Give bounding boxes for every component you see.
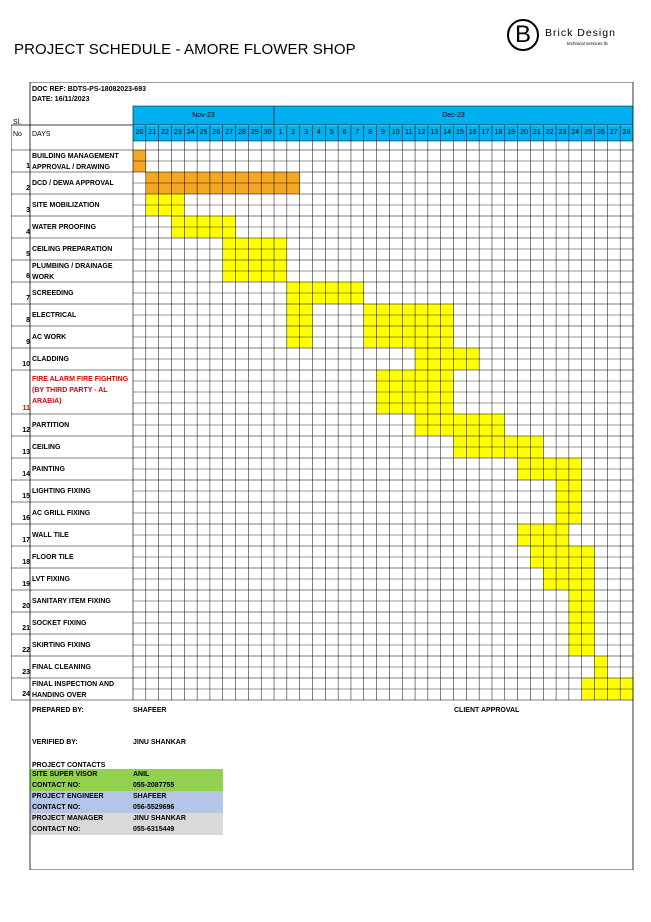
- task-number: 19: [22, 581, 30, 588]
- task-name: PAINTING: [32, 466, 65, 473]
- day-label: 22: [545, 129, 554, 136]
- contact-phone: 056-5529696: [133, 804, 175, 811]
- logo-letter: B: [514, 21, 531, 48]
- task-name: CLADDING: [32, 356, 69, 363]
- task-number: 17: [22, 537, 30, 544]
- contact-name: SHAFEER: [133, 793, 167, 800]
- task-number: 20: [22, 603, 30, 610]
- day-label: 18: [494, 129, 503, 136]
- task-name: WALL TILE: [32, 532, 69, 539]
- day-label: 22: [161, 129, 169, 136]
- day-label: 16: [468, 129, 477, 136]
- logo-name: Brick Design: [545, 27, 616, 39]
- task-number: 6: [26, 273, 30, 280]
- task-number: 18: [22, 559, 30, 566]
- contact-name: JINU SHANKAR: [133, 815, 186, 822]
- schedule-sheet: [11, 82, 634, 870]
- contacts-title: PROJECT CONTACTS: [32, 762, 106, 769]
- task-name: FINAL CLEANING: [32, 664, 91, 671]
- task-name: LIGHTING FIXING: [32, 488, 91, 495]
- day-label: 21: [532, 129, 541, 136]
- task-number: 13: [22, 449, 30, 456]
- task-number: 15: [22, 493, 30, 500]
- day-label: 28: [622, 129, 631, 136]
- day-label: 24: [571, 129, 580, 136]
- task-number: 12: [22, 427, 30, 434]
- month-label: Nov-23: [192, 112, 215, 119]
- task-name: PARTITION: [32, 422, 70, 429]
- contact-name: ANIL: [133, 771, 150, 778]
- task-number: 1: [26, 163, 30, 170]
- day-label: 21: [148, 129, 157, 136]
- day-label: 10: [391, 129, 400, 136]
- task-number: 3: [26, 207, 30, 214]
- task-name: (BY THIRD PARTY - AL: [32, 387, 108, 394]
- task-name: PLUMBING / DRAINAGE: [32, 263, 113, 270]
- contact-no-label: CONTACT NO:: [32, 826, 81, 833]
- day-label: 2: [291, 129, 296, 136]
- contact-no-label: CONTACT NO:: [32, 804, 81, 811]
- task-number: 24: [22, 691, 30, 698]
- task-name: HANDING OVER: [32, 692, 87, 699]
- task-name: CEILING: [32, 444, 61, 451]
- day-label: 24: [186, 129, 195, 136]
- task-name: SCREEDING: [32, 290, 74, 297]
- day-label: 23: [173, 129, 182, 136]
- task-name: FLOOR TILE: [32, 554, 74, 561]
- task-name: APPROVAL / DRAWING: [32, 164, 110, 171]
- logo-subtitle: technical services llc: [567, 41, 609, 46]
- task-name: SITE MOBILIZATION: [32, 202, 100, 209]
- task-number: 23: [22, 669, 30, 676]
- contact-role: SITE SUPER VISOR: [32, 771, 98, 778]
- day-label: 25: [199, 129, 208, 136]
- page-title: PROJECT SCHEDULE - AMORE FLOWER SHOP: [14, 41, 356, 58]
- schedule-grid: [11, 82, 634, 870]
- days-header: DAYS: [32, 131, 51, 138]
- task-name: DCD / DEWA APPROVAL: [32, 180, 114, 187]
- no-header: No: [13, 131, 22, 138]
- day-label: 30: [263, 129, 272, 136]
- day-label: 23: [558, 129, 567, 136]
- contact-role: PROJECT MANAGER: [32, 815, 104, 822]
- doc-date: DATE: 16/11/2023: [32, 96, 90, 103]
- day-label: 15: [456, 129, 464, 136]
- task-name: CEILING PREPARATION: [32, 246, 113, 253]
- day-label: 29: [250, 129, 259, 136]
- contact-role: PROJECT ENGINEER: [32, 793, 104, 800]
- prepared-by-label: PREPARED BY:: [32, 707, 84, 714]
- day-label: 3: [304, 129, 309, 136]
- day-label: 12: [417, 129, 426, 136]
- day-label: 19: [507, 129, 516, 136]
- day-label: 27: [225, 129, 234, 136]
- day-label: 25: [584, 129, 592, 136]
- day-label: 11: [404, 129, 413, 136]
- task-name: SANITARY ITEM FIXING: [32, 598, 111, 605]
- day-label: 1: [278, 129, 283, 136]
- day-label: 13: [430, 129, 439, 136]
- day-label: 8: [368, 129, 373, 136]
- task-name: FIRE ALARM FIRE FIGHTING: [32, 376, 129, 383]
- day-label: 7: [355, 129, 360, 136]
- day-label: 20: [520, 129, 528, 136]
- task-number: 9: [26, 339, 30, 346]
- task-number: 7: [26, 295, 30, 302]
- verified-by-name: JINU SHANKAR: [133, 739, 186, 746]
- company-logo: [507, 19, 639, 59]
- task-name: WORK: [32, 274, 55, 281]
- task-number: 22: [22, 647, 30, 654]
- day-label: 26: [597, 129, 605, 136]
- task-name: ELECTRICAL: [32, 312, 77, 319]
- task-number: 10: [22, 361, 30, 368]
- contact-phone: 055-6315449: [133, 826, 175, 833]
- month-label: Dec-23: [442, 112, 465, 119]
- task-number: 8: [26, 317, 30, 324]
- verified-by-label: VERIFIED BY:: [32, 739, 78, 746]
- task-name: FINAL INSPECTION AND: [32, 681, 115, 688]
- day-label: 17: [481, 129, 490, 136]
- task-number: 11: [22, 405, 30, 412]
- task-name: LVT FIXING: [32, 576, 70, 583]
- day-label: 14: [443, 129, 451, 136]
- task-number: 16: [22, 515, 30, 522]
- day-label: 27: [609, 129, 618, 136]
- task-name: BUILDING MANAGEMENT: [32, 153, 119, 160]
- day-label: 4: [316, 129, 321, 136]
- contact-phone: 055-2087755: [133, 782, 175, 789]
- task-name: ARABIA): [32, 398, 62, 405]
- task-name: AC WORK: [32, 334, 67, 341]
- day-label: 28: [238, 129, 246, 136]
- prepared-by-name: SHAFEER: [133, 707, 167, 714]
- day-label: 6: [342, 129, 347, 136]
- task-name: AC GRILL FIXING: [32, 510, 91, 517]
- day-label: 26: [212, 129, 221, 136]
- task-number: 5: [26, 251, 30, 258]
- doc-ref: DOC REF: BDTS-PS-18082023-693: [32, 86, 146, 93]
- day-label: 9: [381, 129, 385, 136]
- task-number: 2: [26, 185, 30, 192]
- sl-header: Sl.: [13, 119, 22, 126]
- task-name: SKIRTING FIXING: [32, 642, 91, 649]
- task-name: SOCKET FIXING: [32, 620, 87, 627]
- contact-no-label: CONTACT NO:: [32, 782, 81, 789]
- day-label: 5: [329, 129, 334, 136]
- task-number: 14: [22, 471, 30, 478]
- client-approval-label: CLIENT APPROVAL: [454, 707, 520, 714]
- task-number: 4: [26, 229, 30, 236]
- task-name: WATER PROOFING: [32, 224, 97, 231]
- task-number: 21: [22, 625, 30, 632]
- day-label: 20: [135, 129, 144, 136]
